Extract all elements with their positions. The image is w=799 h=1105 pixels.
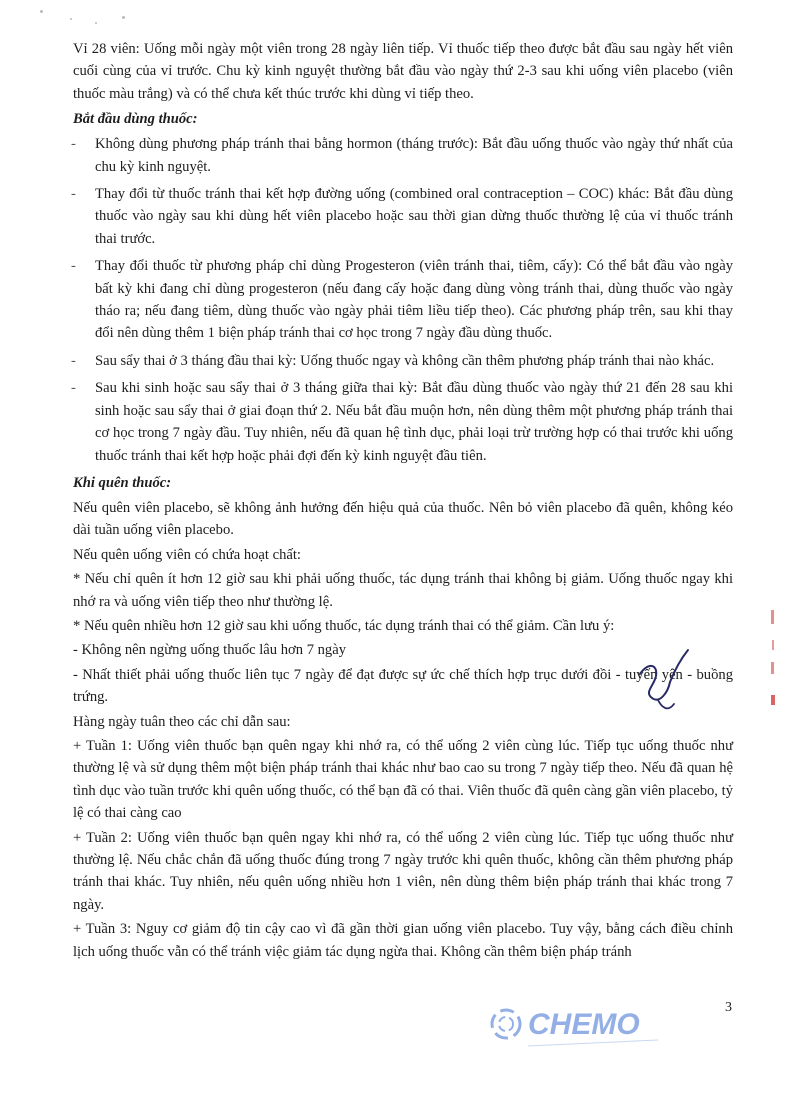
list-item: - Thay đổi thuốc từ phương pháp chỉ dùng Progesteron (viên tránh thai, tiêm, cấy): Có thể bắt đầu vào ngày bất kỳ khi đang chỉ dùng progesteron (nếu đang cấy hoặc đang dùng vòng tránh thai, dùng thuốc vào ngày tháo ra; nếu đang tiêm, dùng thuốc vào ngày phải tiêm liều tiếp theo). Các phương pháp trên, sau khi thay đổi nên dùng thêm 1 biện pháp tránh thai cơ học trong 7 ngày đầu dùng thuốc. <box>73 255 733 345</box>
scan-speck <box>122 16 125 19</box>
list-item: - Không dùng phương pháp tránh thai bằng hormon (tháng trước): Bắt đầu uống thuốc vào ngày thứ nhất của chu kỳ kinh nguyệt. <box>73 133 733 178</box>
dash-bullet: - <box>71 186 76 203</box>
forget-paragraph: + Tuần 1: Uống viên thuốc bạn quên ngay khi nhớ ra, có thể uống 2 viên cùng lúc. Tiếp tục uống thuốc như thường lệ và sử dụng thêm một biện pháp tránh thai khác như bao cao su trong 7 ngày tiếp theo. Nếu đã quan hệ tình dục vào tuần trước khi quên uống thuốc, có thể bạn đã có thai. Viên thuốc đã quên càng gần viên placebo, tỷ lệ có thai càng cao <box>73 737 733 822</box>
page-number: 3 <box>725 1000 732 1015</box>
chemo-stamp <box>486 990 666 1060</box>
start-heading: Bắt đầu dùng thuốc: <box>73 111 198 128</box>
list-item: - Sau khi sinh hoặc sau sẩy thai ở 3 tháng giữa thai kỳ: Bắt đầu dùng thuốc vào ngày thứ 21 đến 28 sau khi sinh hoặc sau sẩy thai ở giai đoạn thứ 2. Nếu bắt đầu muộn hơn, nên dùng thêm một phương pháp tránh thai cơ học trong 7 ngày đầu. Tuy nhiên, nếu đã quan hệ tình dục, phải loại trừ trường hợp có thai trước khi uống thuốc tránh thai kết hợp hoặc phải đợi đến kỳ kinh nguyệt đầu tiên. <box>73 377 733 467</box>
list-item: - Thay đổi từ thuốc tránh thai kết hợp đường uống (combined oral contraception – COC) khác: Bắt đầu dùng thuốc vào ngày sau khi dùng hết viên placebo hoặc sau thời gian dừng thuốc thường lệ của vỉ thuốc tránh thai trước. <box>73 183 733 250</box>
forget-paragraph: Nếu quên viên placebo, sẽ không ảnh hưởng đến hiệu quả của thuốc. Nên bỏ viên placebo đã quên, không kéo dài tuần uống viên placebo. <box>73 499 733 539</box>
forget-heading: Khi quên thuốc: <box>73 474 172 491</box>
dash-bullet: - <box>71 258 76 275</box>
forget-paragraph: Nếu quên uống viên có chứa hoạt chất: <box>73 546 301 563</box>
scan-speck <box>70 18 72 20</box>
dash-bullet: - <box>71 352 76 369</box>
forget-paragraph: * Nếu quên nhiều hơn 12 giờ sau khi uống thuốc, tác dụng tránh thai có thể giảm. Cần lưu ý: <box>73 617 615 634</box>
scan-speck <box>95 22 97 24</box>
chemo-logo-icon <box>486 990 666 1060</box>
scan-speck <box>40 10 43 13</box>
forget-paragraph: + Tuần 2: Uống viên thuốc bạn quên ngay khi nhớ ra, có thể uống 2 viên cùng lúc. Tiếp tục uống thuốc như thường lệ. Nếu chắc chắn đã uống thuốc đúng trong 7 ngày trước khi quên thuốc, không cần thêm phương pháp tránh thai khác. Tuy nhiên, nếu quên uống nhiều hơn 1 viên, nên dùng thêm biện pháp tránh thai khác trong 7 ngày. <box>73 829 733 913</box>
stamp-text: CHEMO <box>528 1008 640 1041</box>
dash-bullet: - <box>71 380 76 397</box>
forget-paragraph: - Nhất thiết phải uống thuốc liên tục 7 ngày để đạt được sự ức chế thích hợp trục dưới đồi - tuyến yên - buồng trứng. <box>73 666 733 706</box>
intro-paragraph: Vỉ 28 viên: Uống mỗi ngày một viên trong 28 ngày liên tiếp. Vỉ thuốc tiếp theo được bắt đầu sau ngày hết viên cuối cùng của vỉ trước. Chu kỳ kinh nguyệt thường bắt đầu vào ngày thứ 2-3 sau khi uống viên placebo (viên thuốc màu trắng) và có thể chưa kết thúc trước khi dùng vỉ tiếp theo. <box>73 41 733 102</box>
document-body <box>73 38 733 965</box>
forget-paragraph: * Nếu chỉ quên ít hơn 12 giờ sau khi phải uống thuốc, tác dụng tránh thai không bị giảm. Uống thuốc ngay khi nhớ ra và uống viên tiếp theo như thường lệ. <box>73 571 733 610</box>
forget-paragraph: + Tuần 3: Nguy cơ giảm độ tin cậy cao vì đã gần thời gian uống viên placebo. Tuy vậy, bằng cách điều chỉnh lịch uống thuốc vẫn có thể tránh việc giảm tác dụng ngừa thai. Không cần thêm biện pháp tránh <box>73 921 733 960</box>
start-list <box>73 133 733 467</box>
list-item: - Sau sẩy thai ở 3 tháng đầu thai kỳ: Uống thuốc ngay và không cần thêm phương pháp tránh thai nào khác. <box>73 350 733 372</box>
dash-bullet: - <box>71 136 76 153</box>
edge-stamp-mark <box>768 600 782 710</box>
forget-paragraph: - Không nên ngừng uống thuốc lâu hơn 7 ngày <box>73 642 347 659</box>
forget-paragraph: Hàng ngày tuân theo các chỉ dẫn sau: <box>73 713 291 730</box>
signature-mark <box>628 642 698 722</box>
